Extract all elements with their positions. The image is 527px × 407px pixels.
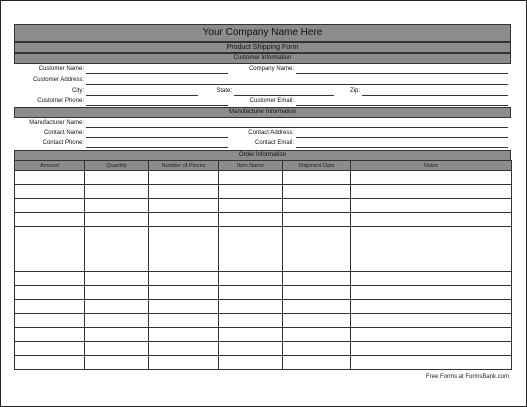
order-cell[interactable]: [351, 185, 512, 199]
order-cell[interactable]: [283, 356, 351, 370]
company-name-field[interactable]: [296, 73, 508, 74]
customer-phone-label: Customer Phone:: [37, 98, 84, 104]
customer-email-label: Customer Email:: [249, 98, 294, 104]
order-cell[interactable]: [15, 199, 85, 213]
order-cell[interactable]: [149, 328, 219, 342]
order-table: [14, 160, 512, 370]
order-cell[interactable]: [149, 213, 219, 227]
order-cell[interactable]: [283, 314, 351, 328]
order-cell[interactable]: [149, 300, 219, 314]
city-label: City:: [72, 88, 84, 94]
column-header: Number of Pieces: [149, 161, 219, 171]
order-cell[interactable]: [351, 286, 512, 300]
order-cell[interactable]: [85, 171, 149, 185]
zip-label: Zip:: [349, 88, 360, 94]
order-cell[interactable]: [283, 328, 351, 342]
order-cell[interactable]: [283, 185, 351, 199]
footer-credit: Free Forms at FormsBank.com: [425, 374, 509, 380]
table-row: [15, 272, 512, 286]
column-header: Shipment Date: [283, 161, 351, 171]
order-cell[interactable]: [149, 356, 219, 370]
column-header: Notes: [351, 161, 512, 171]
table-row: [15, 356, 512, 370]
order-cell[interactable]: [351, 171, 512, 185]
order-cell[interactable]: [15, 185, 85, 199]
customer-name-field[interactable]: [86, 73, 228, 74]
order-cell[interactable]: [85, 314, 149, 328]
order-cell[interactable]: [15, 286, 85, 300]
order-cell[interactable]: [351, 314, 512, 328]
order-cell[interactable]: [85, 199, 149, 213]
customer-email-field[interactable]: [296, 105, 508, 106]
order-cell[interactable]: [351, 227, 512, 272]
order-cell[interactable]: [149, 286, 219, 300]
table-row: [15, 342, 512, 356]
order-cell[interactable]: [149, 227, 219, 272]
order-cell[interactable]: [15, 272, 85, 286]
customer-address-field[interactable]: [86, 84, 508, 85]
order-cell[interactable]: [85, 227, 149, 272]
order-cell[interactable]: [15, 328, 85, 342]
order-cell[interactable]: [85, 356, 149, 370]
contact-email-field[interactable]: [296, 147, 508, 148]
table-row: [15, 213, 512, 227]
customer-address-label: Customer Address:: [32, 77, 84, 83]
order-cell[interactable]: [219, 227, 283, 272]
order-cell[interactable]: [351, 328, 512, 342]
column-header: Item Name: [219, 161, 283, 171]
order-cell[interactable]: [219, 356, 283, 370]
order-cell[interactable]: [149, 314, 219, 328]
order-cell[interactable]: [15, 227, 85, 272]
contact-phone-label: Contact Phone:: [42, 140, 84, 146]
order-cell[interactable]: [85, 213, 149, 227]
state-label: State:: [216, 88, 232, 94]
order-cell[interactable]: [351, 272, 512, 286]
contact-address-label: Contact Address:: [248, 130, 294, 136]
table-row: [15, 286, 512, 300]
order-cell[interactable]: [149, 171, 219, 185]
order-cell[interactable]: [351, 356, 512, 370]
order-cell[interactable]: [149, 272, 219, 286]
order-cell[interactable]: [85, 272, 149, 286]
table-row: [15, 300, 512, 314]
order-cell[interactable]: [85, 342, 149, 356]
order-cell[interactable]: [15, 300, 85, 314]
column-header: Quantity: [85, 161, 149, 171]
contact-phone-field[interactable]: [86, 147, 228, 148]
order-cell[interactable]: [219, 342, 283, 356]
order-cell[interactable]: [219, 272, 283, 286]
order-cell[interactable]: [351, 213, 512, 227]
order-cell[interactable]: [283, 342, 351, 356]
order-cell[interactable]: [283, 286, 351, 300]
order-cell[interactable]: [351, 342, 512, 356]
form-title: Product Shipping Form: [14, 42, 511, 53]
order-cell[interactable]: [219, 185, 283, 199]
order-cell[interactable]: [85, 328, 149, 342]
order-cell[interactable]: [85, 300, 149, 314]
order-cell[interactable]: [149, 199, 219, 213]
order-cell[interactable]: [283, 171, 351, 185]
order-section-header: Order Information: [14, 150, 511, 161]
order-cell[interactable]: [283, 213, 351, 227]
customer-phone-field[interactable]: [86, 105, 228, 106]
table-row: [15, 314, 512, 328]
order-cell[interactable]: [15, 356, 85, 370]
table-row: [15, 199, 512, 213]
order-cell[interactable]: [219, 213, 283, 227]
order-cell[interactable]: [351, 300, 512, 314]
company-title: Your Company Name Here: [14, 24, 511, 42]
order-header-row: [15, 161, 512, 171]
manufacturer-name-label: Manufacturer Name:: [29, 120, 84, 126]
order-cell[interactable]: [219, 286, 283, 300]
order-cell[interactable]: [219, 300, 283, 314]
company-name-label: Company Name:: [248, 66, 294, 72]
order-cell[interactable]: [85, 286, 149, 300]
order-cell[interactable]: [15, 314, 85, 328]
order-cell[interactable]: [219, 199, 283, 213]
order-cell[interactable]: [219, 314, 283, 328]
order-cell[interactable]: [219, 328, 283, 342]
manufacturer-section-header: Manufacturer Information: [14, 107, 511, 118]
order-cell[interactable]: [15, 213, 85, 227]
order-cell[interactable]: [15, 342, 85, 356]
order-cell[interactable]: [149, 342, 219, 356]
order-cell[interactable]: [351, 199, 512, 213]
contact-name-label: Contact Name:: [43, 130, 84, 136]
order-cell[interactable]: [283, 300, 351, 314]
order-cell[interactable]: [283, 227, 351, 272]
contact-email-label: Contact Email:: [254, 140, 294, 146]
customer-name-label: Customer Name:: [38, 66, 84, 72]
order-cell[interactable]: [283, 272, 351, 286]
column-header: Amount: [15, 161, 85, 171]
order-cell[interactable]: [149, 185, 219, 199]
order-cell[interactable]: [283, 199, 351, 213]
order-cell[interactable]: [85, 185, 149, 199]
order-cell[interactable]: [219, 171, 283, 185]
table-row: [15, 328, 512, 342]
table-row: [15, 185, 512, 199]
table-row: [15, 171, 512, 185]
customer-section-header: Customer Information: [14, 53, 511, 64]
table-row: [15, 227, 512, 272]
order-cell[interactable]: [15, 171, 85, 185]
